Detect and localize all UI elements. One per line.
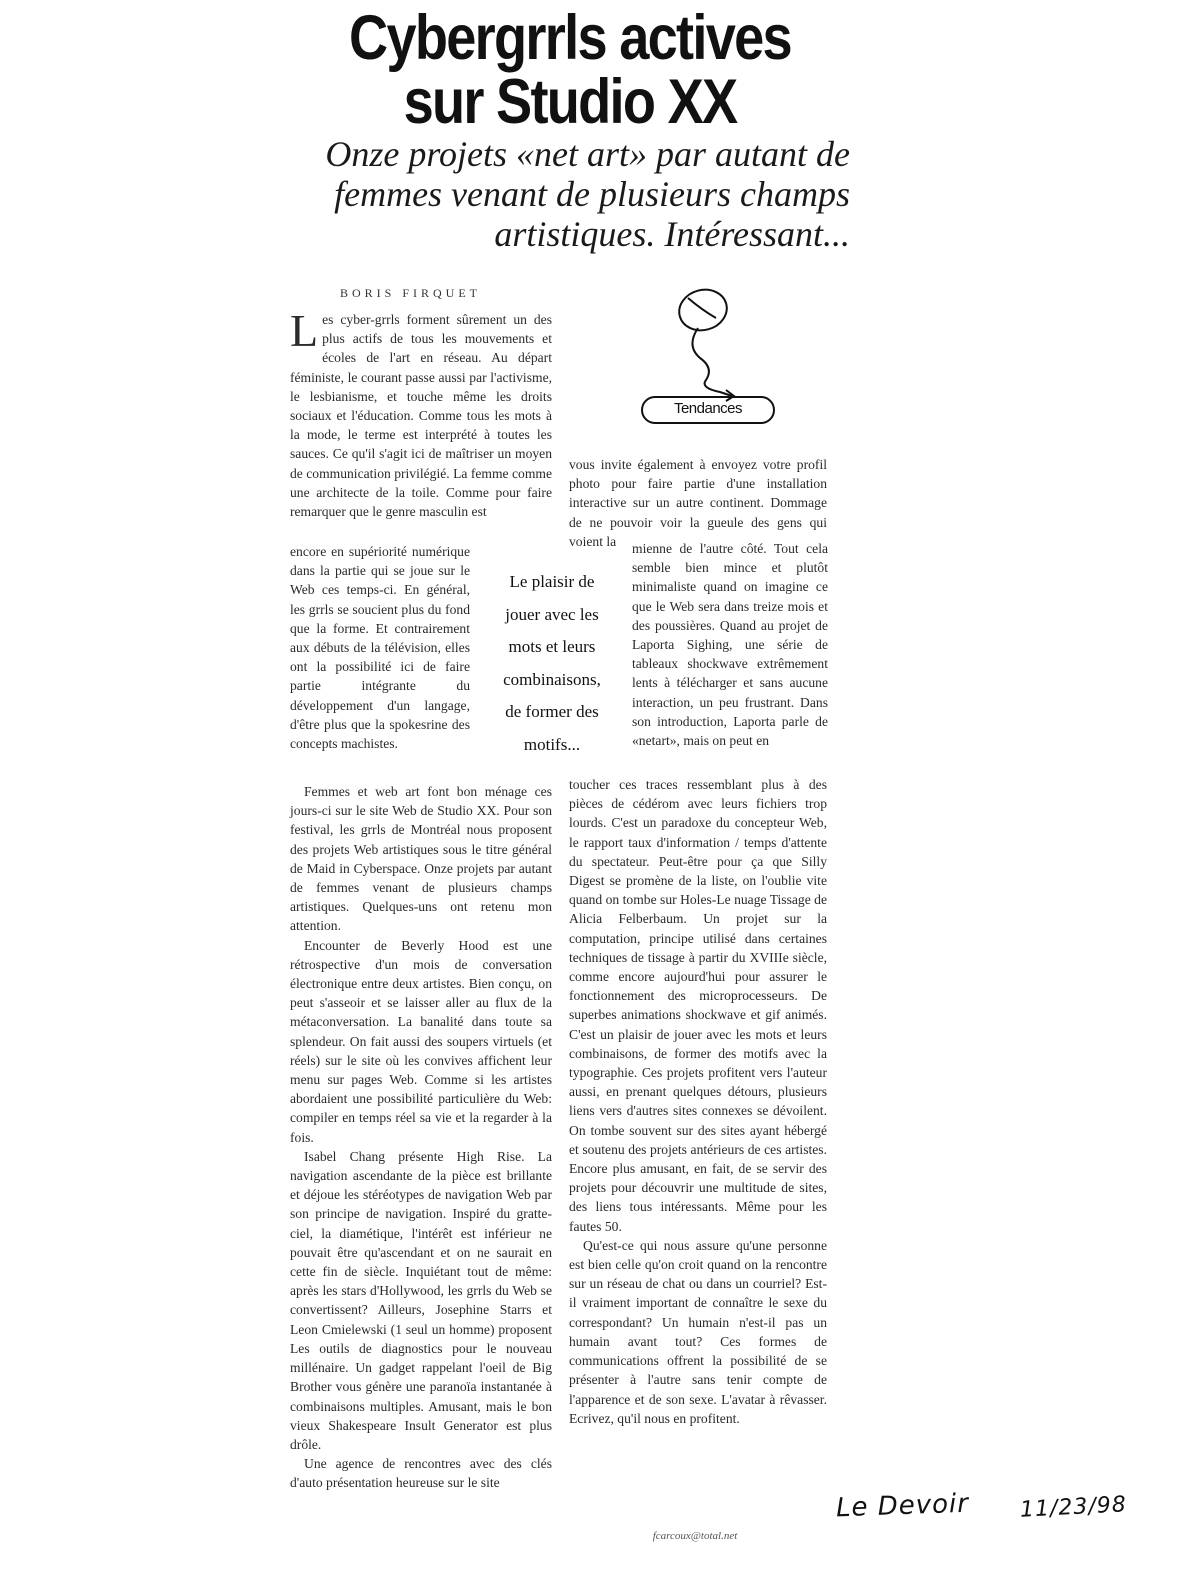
pull-quote-line: mots et leurs bbox=[508, 637, 596, 656]
headline-line: sur Studio XX bbox=[403, 67, 737, 137]
byline: BORIS FIRQUET bbox=[340, 286, 482, 300]
paragraph bbox=[290, 305, 552, 521]
column-left-middle bbox=[290, 542, 470, 782]
column-left-top bbox=[290, 305, 552, 542]
author-email: fcarcoux@total.net bbox=[652, 1530, 738, 1542]
paragraph: Encounter de Beverly Hood est une rétrospective d'un mois de conversation électronique entre deux artistes. Bien conçu, on peut s'asseoir et se laisser aller au flux de la métaconversation. La banalité dans toute sa splendeur. On fait aussi des soupers virtuels (et réels) sur le site où les convives affichent leur menu sur pages Web. Comme si les artistes abordaient une possibilité particulière du Web: compiler en temps réel sa vie et la regarder à la fois. bbox=[290, 937, 552, 1145]
handwritten-annotation bbox=[836, 1486, 1176, 1526]
headline bbox=[312, 3, 828, 137]
subheadline-line: artistiques. Intéressant... bbox=[494, 214, 850, 254]
drop-cap: L bbox=[290, 305, 319, 356]
subheadline-line: femmes venant de plusieurs champs bbox=[334, 174, 850, 214]
paragraph-text: es cyber-grrls forment sûrement un des plus actifs de tous les mouvements et écoles de l'art en réseau. Au départ féministe, le courant passe aussi par l'activisme, le lesbianisme, et touche même les droits sociaux et l'éducation. Comme tous les mots à la mode, le terme est interprété à toutes les sauces. Ce qu'il s'agit ici de maîtriser un moyen de communication privilégié. La femme comme une architecte de la toile. Comme pour faire remarquer que le genre masculin est bbox=[290, 312, 552, 520]
column-left-bottom bbox=[290, 782, 552, 1552]
pull-quote-line: Le plaisir de bbox=[509, 572, 595, 591]
paragraph: Isabel Chang présente High Rise. La navigation ascendante de la pièce est brillante et déjoue les stéréotypes de navigation Web par son principe de navigation. Inspiré du gratte-ciel, la diamétique, l'intérêt est inférieur ne pouvait être qu'ascendant et on ne saurait en cette fin de siècle. Inquiétant tout de même: après les stars d'Hollywood, les grrls du Web se convertissent? Ailleurs, Josephine Starrs et Leon Cmielewski (1 seul un homme) proposent Les outils de diagnostics pour le nouveau millénaire. Un gadget rappelant l'oeil de Big Brother vous génère une paranoïa instantanée à combinaisons multiples. Amusant, mais le bon vieux Shakespeare Insult Generator est plus drôle. bbox=[290, 1148, 552, 1452]
pull-quote-line: jouer avec les bbox=[505, 604, 599, 624]
headline-line: Cybergrrls actives bbox=[349, 3, 791, 73]
pull-quote-line: motifs... bbox=[523, 734, 581, 754]
pull-quote bbox=[486, 566, 618, 761]
pull-quote-line: de former des bbox=[505, 702, 599, 721]
paragraph: toucher ces traces ressemblant plus à des pièces de cédérom avec leurs fichiers trop lourds. C'est un paradoxe du concepteur Web, le rapport taux d'information / temps d'attente du spectateur. Peut-être pour ça que Silly Digest se promène de la liste, on l'oublie vite quand on tombe sur Holes-Le nuage Tissage de Alicia Felberbaum. Un projet sur la computation, principe utilisé dans certaines techniques de tissage à partir du XVIIIe siècle, comme encore aujourd'hui pour assurer le fonctionnement des microprocesseurs. De superbes animations shockwave et gif animés. C'est un plaisir de jouer avec les mots et leurs combinaisons, de former des motifs avec la typographie. Ces projets profitent vers l'auteur aussi, en prenant quelques détours, plusieurs liens vers d'autres sites connexes se dévoilent. On tombe souvent sur des sites ayant hébergé et soutenu des projets antérieurs de ces artistes. Encore plus amusant, en fait, de se servir des projets pour découvrir une multitude de sites, des liens tous intéressants. Même pour les fautes 50. bbox=[569, 777, 827, 1234]
paragraph: Femmes et web art font bon ménage ces jours-ci sur le site Web de Studio XX. Pour son festival, les grrls de Montréal nous proposent des projets Web artistiques sous le titre général de Maid in Cyberspace. Onze projets par autant de femmes venant de plusieurs champs artistiques. Quelques-uns ont retenu mon attention. bbox=[290, 784, 552, 934]
annotation-date: 11/23/98 bbox=[1019, 1492, 1128, 1523]
pull-quote-line: combinaisons, bbox=[503, 669, 601, 689]
column-right-top bbox=[569, 455, 827, 549]
column-right-middle bbox=[632, 539, 828, 775]
paragraph: vous invite également à envoyez votre profil photo pour faire partie d'une installation interactive sur un autre continent. Dommage de ne pouvoir voir la gueule des gens qui voient la bbox=[569, 457, 827, 549]
annotation-publication: Le Devoir bbox=[835, 1488, 970, 1524]
logo-label: Tendances bbox=[673, 400, 743, 417]
paragraph: encore en supériorité numérique dans la partie qui se joue sur le Web ces temps-ci. En général, les grrls se soucient plus du fond que la forme. Et contrairement aux débuts de la télévision, elles ont la possibilité ici de faire partie intégrante du développement d'un langage, d'être plus que la spokesrine des concepts machistes. bbox=[290, 544, 470, 752]
paragraph: Qu'est-ce qui nous assure qu'une personne est bien celle qu'on croit quand on la rencontre sur un réseau de chat ou dans un courriel? Est-il vraiment important de connaître le sexe du correspondant? Un humain n'est-il pas un humain avant tout? Ces formes de communications offrent la possibilité de se présenter à l'autre sans tenir compte de l'apparence et de son sexe. L'avatar à rêvasser. Ecrivez, qu'il nous en profitent. bbox=[569, 1237, 827, 1426]
subheadline-line: Onze projets «net art» par autant de bbox=[325, 134, 850, 174]
paragraph: Une agence de rencontres avec des clés d'auto présentation heureuse sur le site bbox=[290, 1456, 552, 1491]
paragraph: mienne de l'autre côté. Tout cela semble bien mince et plutôt minimaliste quand on imagine ce que le Web sera dans treize mois et des poussières. Quand au projet de Laporta Sighing, une série de tableaux shockwave extrêmement lents à télécharger et sans aucune interaction, un peu frustrant. Dans son introduction, Laporta parle de «netart», mais on peut en bbox=[632, 541, 828, 749]
column-right-bottom bbox=[569, 775, 827, 1495]
subheadline bbox=[270, 134, 850, 254]
